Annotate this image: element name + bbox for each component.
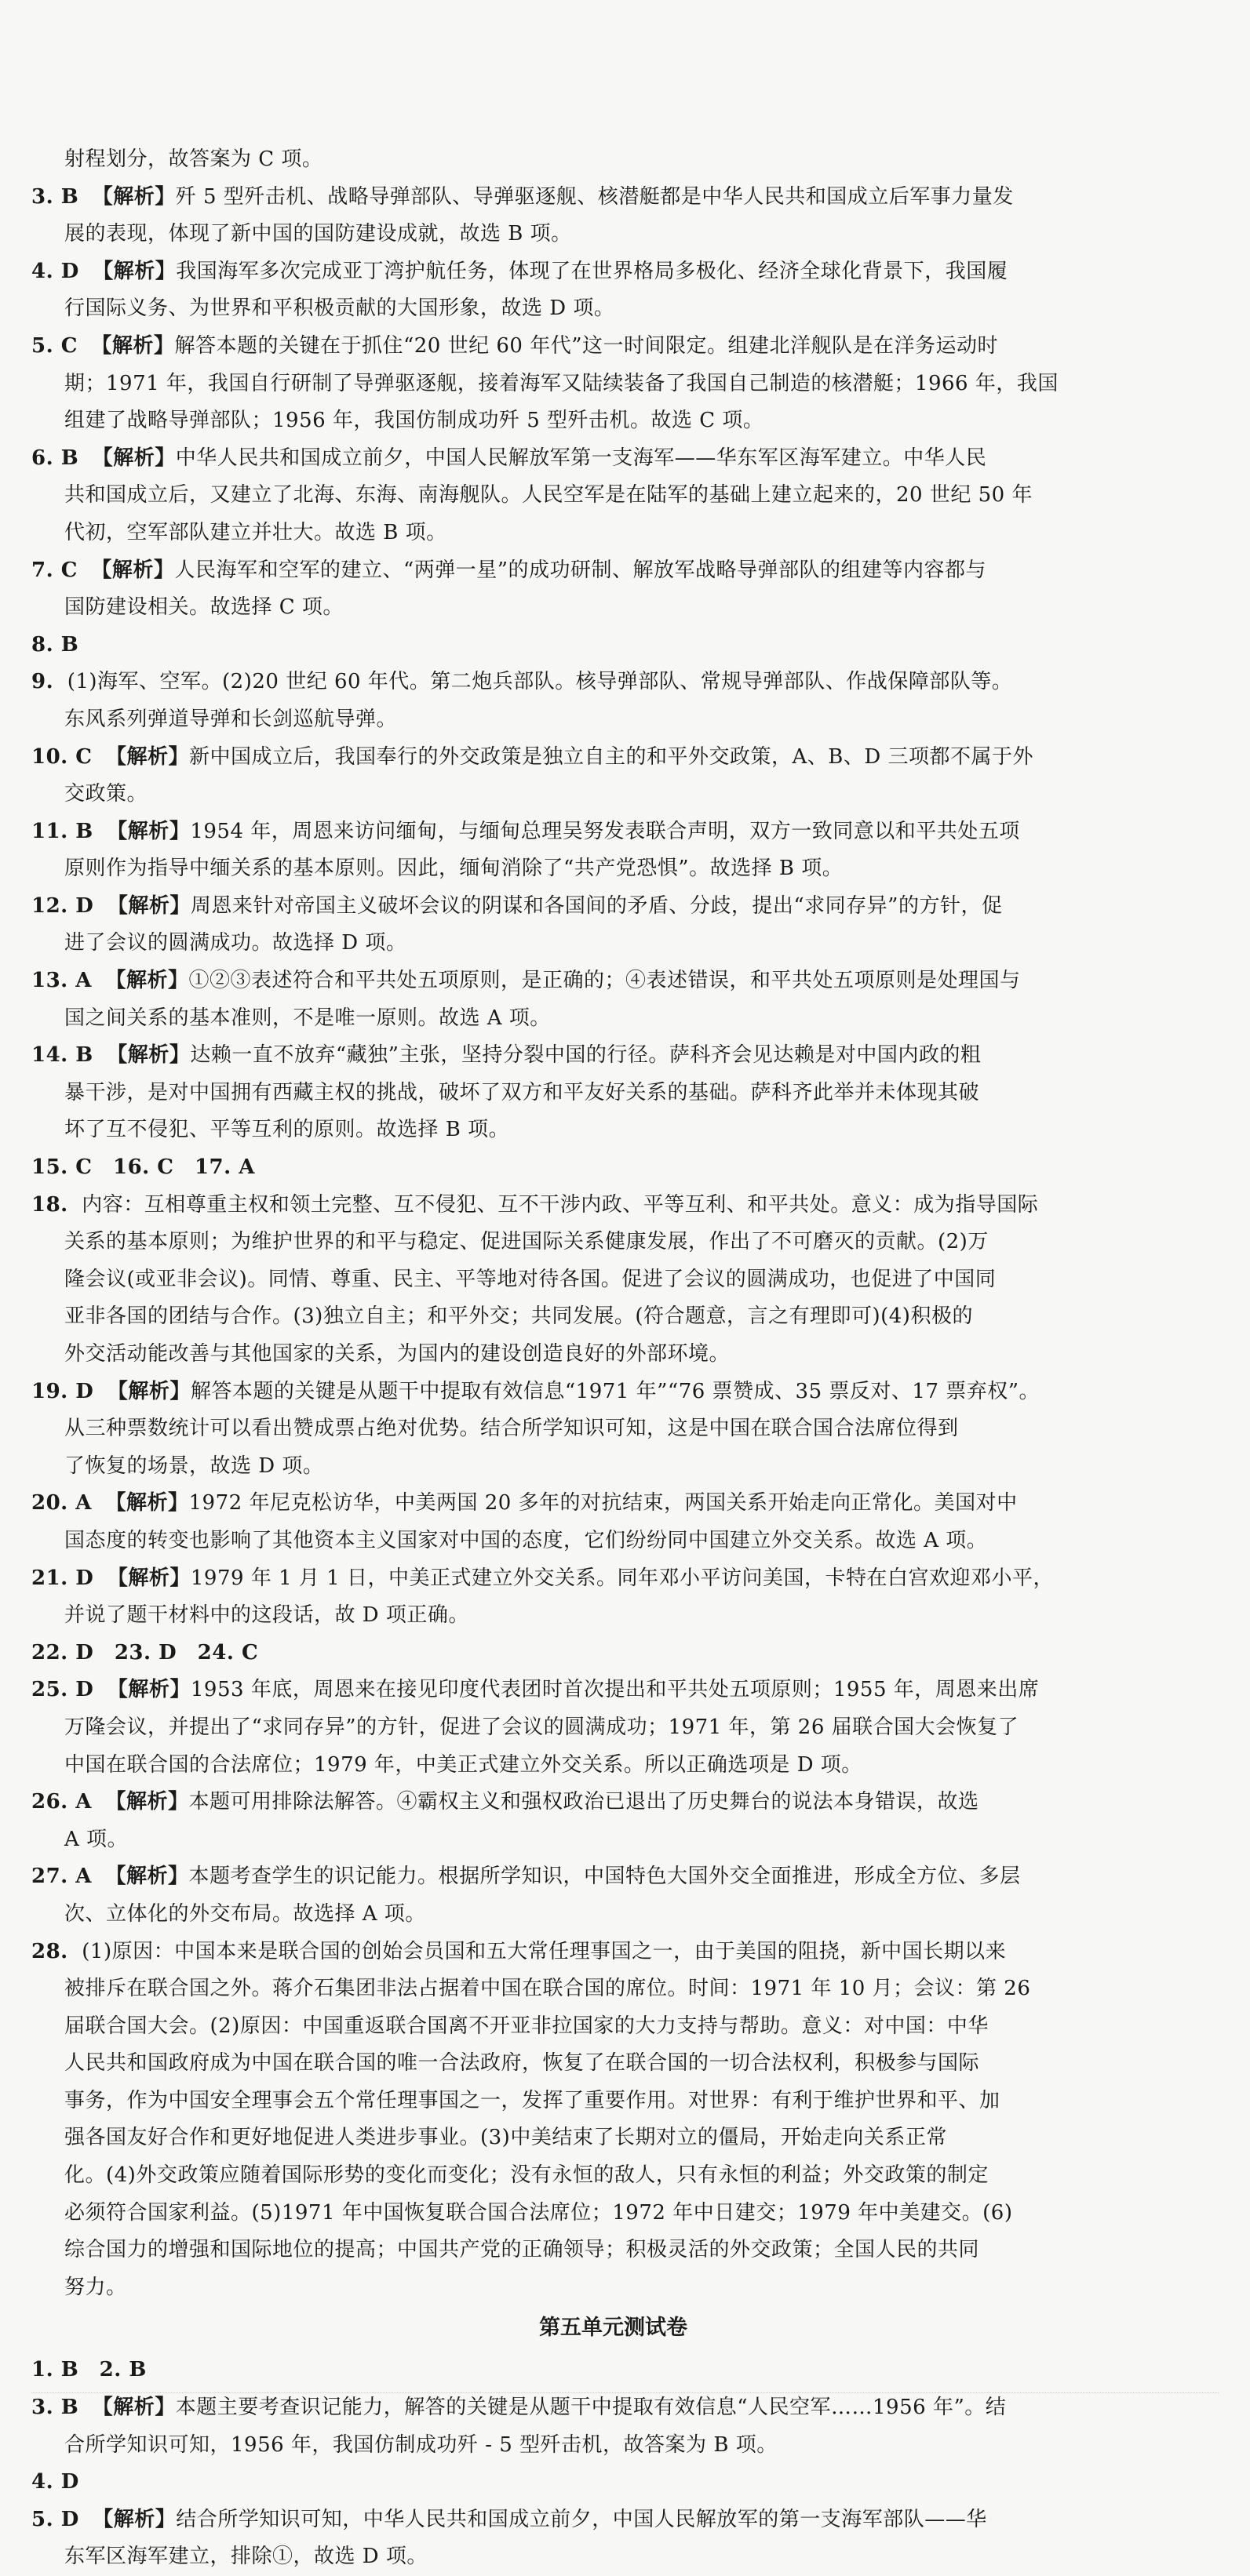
answer-text: 射程划分，故答案为 C 项。 bbox=[64, 147, 323, 171]
answer-text: 交政策。 bbox=[64, 782, 148, 806]
question-number: 26. A bbox=[31, 1790, 92, 1814]
answer-line bbox=[31, 290, 1195, 328]
answer-line bbox=[31, 440, 1195, 478]
question-number: 22. D 23. D 24. C bbox=[31, 1640, 259, 1665]
answer-line bbox=[31, 2232, 1195, 2269]
question-number: 3. B bbox=[31, 184, 79, 209]
answer-text: 1953 年底，周恩来在接见印度代表团时首次提出和平共处五项原则；1955 年，周恩来出席 bbox=[190, 1678, 1040, 1702]
question-number: 5. D bbox=[31, 2507, 79, 2531]
answer-text: 坏了互不侵犯、平等互利的原则。故选择 B 项。 bbox=[64, 1118, 510, 1142]
question-number: 14. B bbox=[31, 1043, 93, 1068]
answer-text: 解答本题的关键在于抓住“20 世纪 60 年代”这一时间限定。组建北洋舰队是在洋务运动时 bbox=[174, 333, 998, 358]
answer-text: 本题主要考查识记能力，解答的关键是从题干中提取有效信息“人民空军……1956 年”。结 bbox=[175, 2396, 1007, 2420]
answer-line bbox=[31, 1075, 1195, 1112]
answer-line bbox=[31, 1149, 1195, 1187]
answer-line bbox=[31, 1896, 1195, 1934]
answer-text: 被排斥在联合国之外。蒋介石集团非法占据着中国在联合国的席位。时间：1971 年 10 月；会议：第 26 bbox=[64, 1977, 1031, 2001]
answer-line bbox=[31, 925, 1195, 962]
answer-text: 人民海军和空军的建立、“两弹一星”的成功研制、解放军战略导弹部队的组建等内容都与 bbox=[174, 558, 987, 582]
answer-text: 暴干涉，是对中国拥有西藏主权的挑战，破坏了双方和平友好关系的基础。萨科齐此举并未体现其破 bbox=[64, 1080, 980, 1104]
answer-text: 并说了题干材料中的这段话，故 D 项正确。 bbox=[64, 1603, 469, 1628]
answer-text: 结合所学知识可知，中华人民共和国成立前夕，中国人民解放军的第一支海军部队——华 bbox=[176, 2507, 987, 2531]
answer-line bbox=[31, 589, 1195, 627]
answer-line bbox=[31, 1970, 1195, 2008]
answer-line bbox=[31, 515, 1195, 552]
answer-text: 1972 年尼克松访华，中美两国 20 多年的对抗结束，两国关系开始走向正常化。美国对中 bbox=[188, 1491, 1018, 1515]
answer-text: ①②③表述符合和平共处五项原则，是正确的；④表述错误，和平共处五项原则是处理国与 bbox=[188, 969, 1021, 993]
answer-text: (1)原因：中国本来是联合国的创始会员国和五大常任理事国之一，由于美国的阻挠，新中国长期以来 bbox=[82, 1939, 1007, 1963]
answer-line bbox=[31, 402, 1195, 440]
analysis-tag: 【解析】 bbox=[92, 446, 176, 470]
answer-text: 进了会议的圆满成功。故选择 D 项。 bbox=[64, 931, 407, 955]
answer-line bbox=[31, 1037, 1195, 1075]
answer-text: 达赖一直不放弃“藏独”主张，坚持分裂中国的行径。萨科齐会见达赖是对中国内政的粗 bbox=[190, 1043, 982, 1068]
answer-text: 合所学知识可知，1956 年，我国仿制成功歼 - 5 型歼击机，故答案为 B 项。 bbox=[64, 2432, 778, 2457]
bottom-divider bbox=[31, 2392, 1219, 2393]
answer-text: 共和国成立后，又建立了北海、东海、南海舰队。人民空军是在陆军的基础上建立起来的，20 世纪 50 年 bbox=[64, 483, 1033, 508]
answer-text: 周恩来针对帝国主义破坏会议的阴谋和各国间的矛盾、分歧，提出“求同存异”的方针，促 bbox=[190, 893, 1003, 918]
answer-line bbox=[31, 1336, 1195, 1374]
answer-text: 外交活动能改善与其他国家的关系，为国内的建设创造良好的外部环境。 bbox=[64, 1342, 731, 1366]
answer-text: 期；1971 年，我国自行研制了导弹驱逐舰，接着海军又陆续装备了我国自己制造的核潜艇；1966 年，我国 bbox=[64, 371, 1059, 395]
answer-text: 国态度的转变也影响了其他资本主义国家对中国的态度，它们纷纷同中国建立外交关系。故选 A 项。 bbox=[64, 1528, 988, 1552]
answer-line bbox=[31, 552, 1195, 590]
question-number: 15. C 16. C 17. A bbox=[31, 1155, 255, 1180]
answer-line bbox=[31, 2389, 1195, 2427]
answer-text: 次、立体化的外交布局。故选择 A 项。 bbox=[64, 1901, 426, 1926]
answer-text: 国之间关系的基本准则，不是唯一原则。故选 A 项。 bbox=[64, 1006, 551, 1030]
answer-line bbox=[31, 1672, 1195, 1709]
answer-text: 1979 年 1 月 1 日，中美正式建立外交关系。同年邓小平访问美国，卡特在白宫欢迎邓小平， bbox=[190, 1566, 1054, 1590]
question-number: 9. bbox=[31, 670, 54, 694]
answer-line bbox=[31, 850, 1195, 888]
answer-line bbox=[31, 2083, 1195, 2120]
answer-line bbox=[31, 2538, 1195, 2576]
answer-line bbox=[31, 627, 1195, 664]
answer-line bbox=[31, 962, 1195, 1000]
analysis-tag: 【解析】 bbox=[91, 558, 175, 582]
answer-line bbox=[31, 1597, 1195, 1635]
analysis-tag: 【解析】 bbox=[105, 1865, 189, 1889]
answer-text: 综合国力的增强和国际地位的提高；中国共产党的正确领导；积极灵活的外交政策；全国人民的共同 bbox=[64, 2238, 980, 2262]
answer-line bbox=[31, 1410, 1195, 1448]
answer-line bbox=[31, 141, 1195, 179]
answer-line bbox=[31, 253, 1195, 291]
answer-line bbox=[31, 813, 1195, 851]
answer-text: 东军区海军建立，排除①，故选 D 项。 bbox=[64, 2545, 428, 2569]
answer-line bbox=[31, 1374, 1195, 1411]
analysis-tag: 【解析】 bbox=[107, 1043, 191, 1068]
answer-text: 从三种票数统计可以看出赞成票占绝对优势。结合所学知识可知，这是中国在联合国合法席位得到 bbox=[64, 1417, 959, 1441]
answer-line bbox=[31, 2008, 1195, 2046]
question-number: 27. A bbox=[31, 1865, 92, 1889]
answer-text: 隆会议(或亚非会议)。同情、尊重、民主、平等地对待各国。促进了会议的圆满成功，也促进了中国同 bbox=[64, 1267, 997, 1291]
answer-text: 中华人民共和国成立前夕，中国人民解放军第一支海军——华东军区海军建立。中华人民 bbox=[175, 446, 987, 470]
answer-line bbox=[31, 1858, 1195, 1896]
answer-text: 人民共和国政府成为中国在联合国的唯一合法政府，恢复了在联合国的一切合法权利，积极参与国际 bbox=[64, 2051, 980, 2076]
question-number: 21. D bbox=[31, 1566, 94, 1590]
answer-line bbox=[31, 2119, 1195, 2157]
question-number: 6. B bbox=[31, 446, 79, 470]
answer-text: 亚非各国的团结与合作。(3)独立自主；和平外交；共同发展。(符合题意，言之有理即可)(4)积极的 bbox=[64, 1304, 973, 1329]
question-number: 18. bbox=[31, 1192, 68, 1217]
answer-line bbox=[31, 664, 1195, 701]
question-number: 25. D bbox=[31, 1678, 94, 1702]
answer-line bbox=[31, 1709, 1195, 1747]
answer-line bbox=[31, 366, 1195, 403]
answer-line bbox=[31, 701, 1195, 739]
answer-text: 行国际义务、为世界和平积极贡献的大国形象，故选 D 项。 bbox=[64, 297, 615, 321]
question-number: 4. D bbox=[31, 2470, 79, 2494]
answer-text: 内容：互相尊重主权和领土完整、互不侵犯、互不干涉内政、平等互利、和平共处。意义：成为指导国际 bbox=[82, 1192, 1039, 1217]
answer-text: 强各国友好合作和更好地促进人类进步事业。(3)中美结束了长期对立的僵局，开始走向关系正常 bbox=[64, 2126, 947, 2150]
question-number: 8. B bbox=[31, 632, 79, 657]
question-number: 5. C bbox=[31, 333, 78, 358]
answer-text: 国防建设相关。故选择 C 项。 bbox=[64, 595, 344, 620]
question-number: 4. D bbox=[31, 259, 79, 283]
analysis-tag: 【解析】 bbox=[93, 2507, 177, 2531]
answer-line bbox=[31, 1298, 1195, 1336]
answer-line bbox=[31, 776, 1195, 813]
question-number: 13. A bbox=[31, 969, 92, 993]
analysis-tag: 【解析】 bbox=[92, 184, 176, 209]
answer-text: 努力。 bbox=[64, 2275, 127, 2299]
question-number: 11. B bbox=[31, 819, 93, 843]
answer-line bbox=[31, 739, 1195, 777]
answer-line bbox=[31, 477, 1195, 515]
answer-line bbox=[31, 1784, 1195, 1821]
answer-text: 原则作为指导中缅关系的基本原则。因此，缅甸消除了“共产党恐惧”。故选择 B 项。 bbox=[64, 857, 844, 881]
question-number: 3. B bbox=[31, 2396, 79, 2420]
answer-line bbox=[31, 1821, 1195, 1859]
answer-line bbox=[31, 1934, 1195, 1971]
question-number: 20. A bbox=[31, 1491, 92, 1515]
analysis-tag: 【解析】 bbox=[107, 1379, 191, 1403]
answer-text: 东风系列弹道导弹和长剑巡航导弹。 bbox=[64, 707, 398, 731]
answer-text: 1954 年，周恩来访问缅甸，与缅甸总理吴努发表联合声明，双方一致同意以和平共处五项 bbox=[190, 819, 1020, 843]
question-number: 7. C bbox=[31, 558, 78, 582]
question-number: 10. C bbox=[31, 744, 93, 769]
answer-line bbox=[31, 179, 1195, 216]
answer-line bbox=[31, 2501, 1195, 2539]
answer-text: 中国在联合国的合法席位；1979 年，中美正式建立外交关系。所以正确选项是 D 项。 bbox=[64, 1752, 862, 1777]
answer-line bbox=[31, 1261, 1195, 1299]
analysis-tag: 【解析】 bbox=[106, 744, 190, 769]
answer-line bbox=[31, 2352, 1195, 2389]
answer-line bbox=[31, 1635, 1195, 1672]
answer-text: 代初，空军部队建立并壮大。故选 B 项。 bbox=[64, 520, 447, 544]
answer-text: 歼 5 型歼击机、战略导弹部队、导弹驱逐舰、核潜艇都是中华人民共和国成立后军事力量发 bbox=[175, 184, 1014, 209]
answer-line bbox=[31, 1224, 1195, 1261]
answer-line bbox=[31, 328, 1195, 366]
answer-line bbox=[31, 1112, 1195, 1149]
analysis-tag: 【解析】 bbox=[105, 1491, 189, 1515]
question-number: 28. bbox=[31, 1939, 68, 1963]
answer-line bbox=[31, 1187, 1195, 1224]
answer-text: 我国海军多次完成亚丁湾护航任务，体现了在世界格局多极化、经济全球化背景下，我国履 bbox=[176, 259, 1008, 283]
question-number: 12. D bbox=[31, 893, 94, 918]
analysis-tag: 【解析】 bbox=[93, 259, 177, 283]
answer-text: 关系的基本原则；为维护世界的和平与稳定、促进国际关系健康发展，作出了不可磨灭的贡献。(2)万 bbox=[64, 1230, 989, 1254]
answer-text: 组建了战略导弹部队；1956 年，我国仿制成功歼 5 型歼击机。故选 C 项。 bbox=[64, 409, 764, 433]
answer-line bbox=[31, 888, 1195, 926]
analysis-tag: 【解析】 bbox=[105, 1790, 189, 1814]
answer-text: 事务，作为中国安全理事会五个常任理事国之一，发挥了重要作用。对世界：有利于维护世界和平、加 bbox=[64, 2088, 1000, 2112]
analysis-tag: 【解析】 bbox=[92, 2396, 176, 2420]
answer-line bbox=[31, 1448, 1195, 1486]
answer-line bbox=[31, 1523, 1195, 1560]
analysis-tag: 【解析】 bbox=[107, 1678, 191, 1702]
answer-text: 了恢复的场景，故选 D 项。 bbox=[64, 1454, 324, 1478]
answer-line bbox=[31, 2157, 1195, 2195]
analysis-tag: 【解析】 bbox=[107, 1566, 191, 1590]
answer-block-unit5 bbox=[31, 2352, 1195, 2576]
analysis-tag: 【解析】 bbox=[107, 819, 191, 843]
answer-line bbox=[31, 216, 1195, 253]
answer-text: A 项。 bbox=[64, 1827, 129, 1851]
answer-text: (1)海军、空军。(2)20 世纪 60 年代。第二炮兵部队。核导弹部队、常规导弹部队、作战保障部队等。 bbox=[67, 670, 1013, 694]
answer-block-unit4 bbox=[31, 141, 1195, 2306]
question-number: 1. B 2. B bbox=[31, 2358, 147, 2382]
answer-text: 新中国成立后，我国奉行的外交政策是独立自主的和平外交政策，A、B、D 三项都不属于外 bbox=[189, 744, 1034, 769]
answer-line bbox=[31, 2269, 1195, 2307]
answer-text: 化。(4)外交政策应随着国际形势的变化而变化；没有永恒的敌人，只有永恒的利益；外交政策的制定 bbox=[64, 2163, 989, 2188]
answer-text: 万隆会议，并提出了“求同存异”的方针，促进了会议的圆满成功；1971 年，第 26 届联合国大会恢复了 bbox=[64, 1715, 1019, 1739]
answer-text: 必须符合国家利益。(5)1971 年中国恢复联合国合法席位；1972 年中日建交；1979 年中美建交。(6) bbox=[64, 2200, 1013, 2225]
answer-line bbox=[31, 2195, 1195, 2232]
answer-line bbox=[31, 1485, 1195, 1523]
answer-text: 展的表现，体现了新中国的国防建设成就，故选 B 项。 bbox=[64, 222, 572, 246]
section-title: 第五单元测试卷 bbox=[539, 2316, 687, 2341]
question-number: 19. D bbox=[31, 1379, 94, 1403]
answer-line bbox=[31, 1000, 1195, 1038]
answer-text: 本题考查学生的识记能力。根据所学知识，中国特色大国外交全面推进，形成全方位、多层 bbox=[188, 1865, 1021, 1889]
answer-text: 解答本题的关键是从题干中提取有效信息“1971 年”“76 票赞成、35 票反对、17 票弃权”。 bbox=[190, 1379, 1040, 1403]
answer-line bbox=[31, 2464, 1195, 2501]
answer-text: 届联合国大会。(2)原因：中国重返联合国离不开亚非拉国家的大力支持与帮助。意义：对中国：中华 bbox=[64, 2014, 989, 2038]
answer-text: 本题可用排除法解答。④霸权主义和强权政治已退出了历史舞台的说法本身错误，故选 bbox=[188, 1790, 979, 1814]
analysis-tag: 【解析】 bbox=[91, 333, 175, 358]
answer-line bbox=[31, 1747, 1195, 1785]
analysis-tag: 【解析】 bbox=[105, 969, 189, 993]
answer-line bbox=[31, 2427, 1195, 2465]
answer-line bbox=[31, 2045, 1195, 2083]
analysis-tag: 【解析】 bbox=[107, 893, 191, 918]
answer-line bbox=[31, 1560, 1195, 1598]
